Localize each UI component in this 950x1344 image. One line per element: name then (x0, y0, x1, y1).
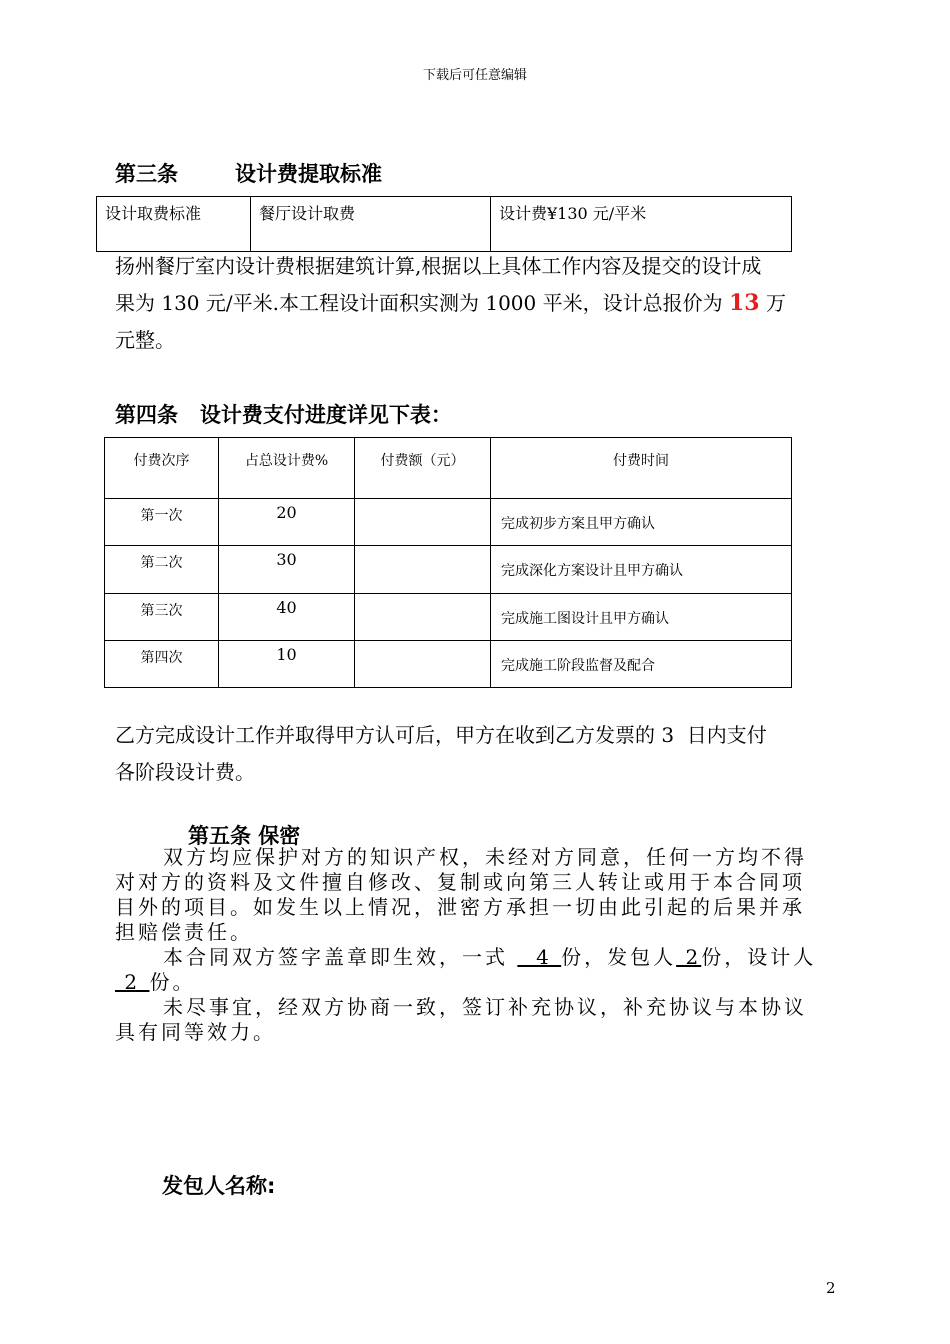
copies-client: 2 (676, 945, 702, 969)
section3-heading-number: 第三条 (115, 162, 178, 186)
table-row (105, 546, 792, 594)
row-amount (355, 594, 491, 641)
row-percentage: 40 (219, 594, 355, 641)
fee-standard-cell-2: 餐厅设计取费 (251, 197, 491, 252)
copies-clause-line2: 2 份。 (115, 970, 196, 994)
confidentiality-para-line1: 双方均应保护对方的知识产权，未经对方同意，任何一方均不得 (163, 845, 807, 869)
header-percentage: 占总设计费% (219, 438, 355, 499)
row-order: 第三次 (105, 594, 219, 641)
row-order: 第一次 (105, 499, 219, 546)
fee-standard-table (96, 196, 792, 252)
row-percentage: 30 (219, 546, 355, 594)
copies-total: 4 (517, 945, 562, 969)
confidentiality-para-line3: 目外的项目。如发生以上情况，泄密方承担一切由此引起的后果并承 (115, 895, 805, 919)
supplement-para-line2: 具有同等效力。 (115, 1020, 276, 1044)
row-percentage: 20 (219, 499, 355, 546)
row-percentage: 10 (219, 641, 355, 688)
table-row (105, 594, 792, 641)
section3-paragraph-line2: 果为 130 元/平米.本工程设计面积实测为 1000 平米，设计总报价为 13 万 (115, 290, 786, 316)
row-order: 第四次 (105, 641, 219, 688)
confidentiality-para-line4: 担赔偿责任。 (115, 920, 253, 944)
header-payment-time: 付费时间 (491, 438, 792, 499)
section3-paragraph-line3: 元整。 (115, 328, 175, 352)
table-row (105, 499, 792, 546)
row-time: 完成施工图设计且甲方确认 (491, 594, 792, 641)
table-row (105, 641, 792, 688)
row-amount (355, 499, 491, 546)
row-order: 第二次 (105, 546, 219, 594)
supplement-para-line1: 未尽事宜，经双方协商一致，签订补充协议，补充协议与本协议 (163, 995, 807, 1019)
confidentiality-para-line2: 对对方的资料及文件擅自修改、复制或向第三人转让或用于本合同项 (115, 870, 805, 894)
client-name-label: 发包人名称: (162, 1174, 276, 1198)
section4-heading: 第四条 设计费支付进度详见下表： (115, 403, 452, 427)
section5-heading: 第五条 保密 (188, 824, 301, 848)
page-header: 下载后可任意编辑 (422, 68, 527, 83)
payment-schedule-table (104, 437, 792, 688)
fee-standard-cell-1: 设计取费标准 (97, 197, 251, 252)
copies-clause-line1: 本合同双方签字盖章即生效，一式 4 份，发包人 2份，设计人 (163, 945, 817, 969)
header-payment-order: 付费次序 (105, 438, 219, 499)
total-price-highlight: 13 (728, 290, 760, 316)
section4-paragraph-line1: 乙方完成设计工作并取得甲方认可后，甲方在收到乙方发票的 3 日内支付 (115, 723, 767, 747)
row-amount (355, 546, 491, 594)
header-amount: 付费额（元） (355, 438, 491, 499)
page-number: 2 (826, 1279, 836, 1297)
section3-paragraph-line1: 扬州餐厅室内设计费根据建筑计算,根据以上具体工作内容及提交的设计成 (115, 254, 762, 278)
row-time: 完成深化方案设计且甲方确认 (491, 546, 792, 594)
fee-standard-cell-3: 设计费¥130 元/平米 (491, 197, 792, 252)
row-time: 完成初步方案且甲方确认 (491, 499, 792, 546)
section3-heading-title: 设计费提取标准 (235, 162, 382, 186)
copies-designer: 2 (115, 970, 150, 994)
section4-paragraph-line2: 各阶段设计费。 (115, 760, 255, 784)
row-time: 完成施工阶段监督及配合 (491, 641, 792, 688)
row-amount (355, 641, 491, 688)
